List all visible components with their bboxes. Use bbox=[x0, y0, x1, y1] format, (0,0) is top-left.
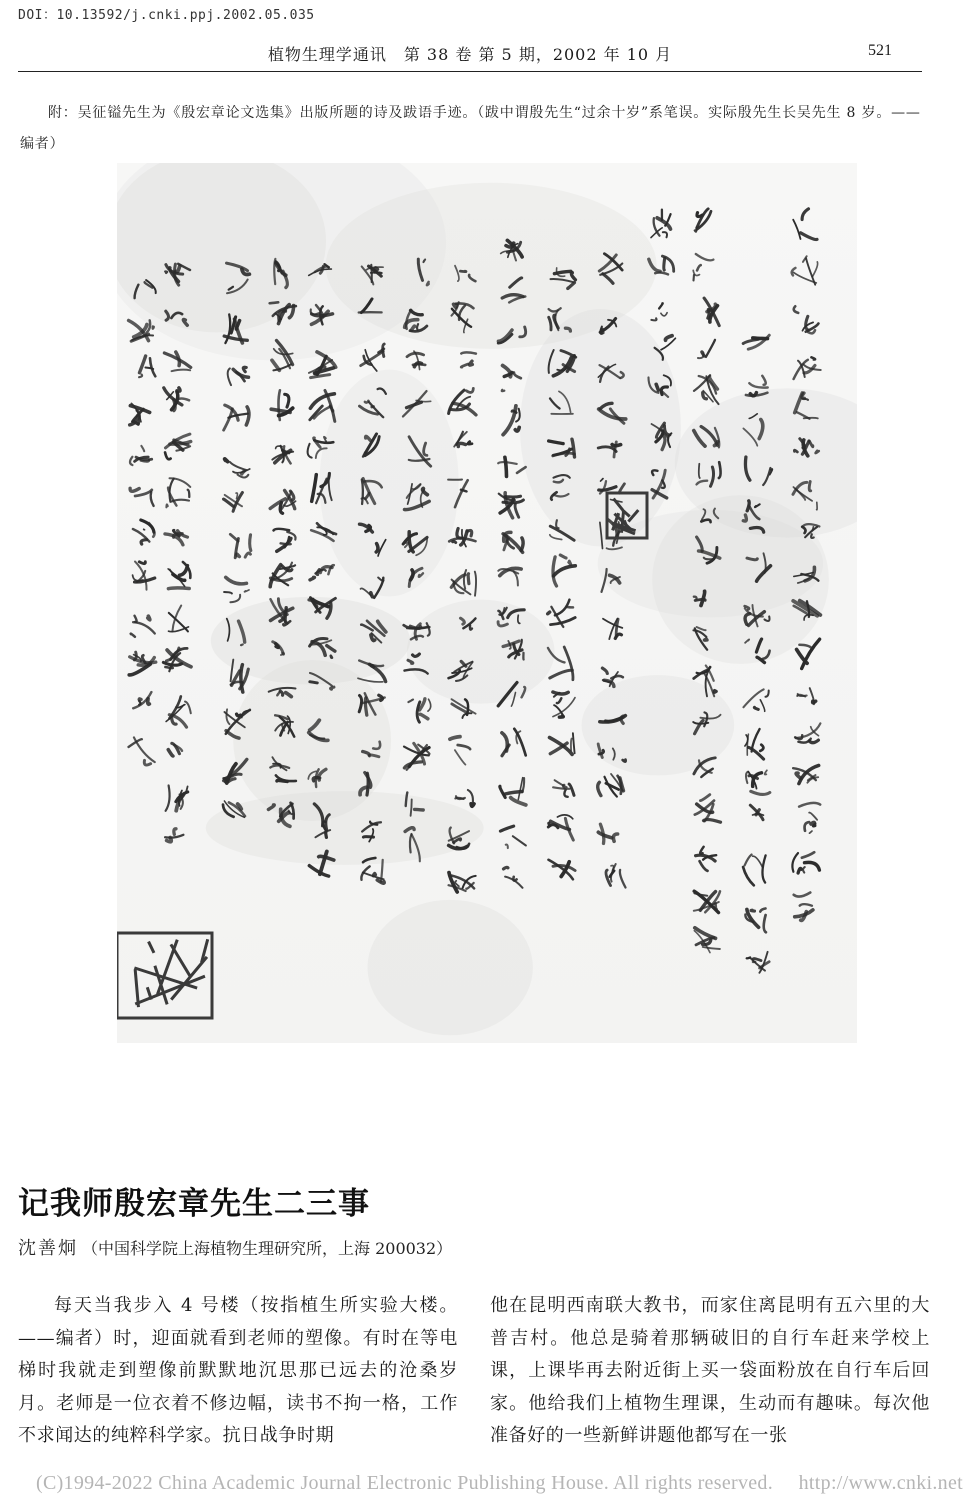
copyright-watermark: (C)1994-2022 China Academic Journal Electronic Publishing House. All rights reserved. http://www.cnki.net bbox=[36, 1472, 964, 1494]
author-affiliation: （中国科学院上海植物生理研究所，上海 200032） bbox=[82, 1239, 453, 1258]
article-title: 记我师殷宏章先生二三事 bbox=[18, 1186, 370, 1222]
journal-issue-title: 植物生理学通讯 第 38 卷 第 5 期，2002 年 10 月 bbox=[267, 45, 673, 64]
calligraphy-strokes bbox=[117, 163, 857, 1043]
figure-caption: 附：吴征镒先生为《殷宏章论文选集》出版所题的诗及跋语手迹。（跋中谓殷先生“过余十岁”系笔误。实际殷先生长吴先生 8 岁。——编者） bbox=[20, 105, 921, 152]
page-number: 521 bbox=[868, 42, 892, 59]
doi-label: DOI：10.13592/j.cnki.ppj.2002.05.035 bbox=[18, 8, 315, 23]
body-column-left: 每天当我步入 4 号楼（按指植生所实验大楼。——编者）时，迎面就看到老师的塑像。有时在等电梯时我就走到塑像前默默地沉思那已远去的沧桑岁月。老师是一位衣着不修边幅，读书不拘一格，工作不求闻达的纯粹科学家。抗日战争时期 bbox=[18, 1295, 458, 1446]
body-column-right: 他在昆明西南联大教书，而家住离昆明有五六里的大普吉村。他总是骑着那辆破旧的自行车赶来学校上课，上课毕再去附近街上买一袋面粉放在自行车后回家。他给我们上植物生理课，生动而有趣味。每次他准备好的一些新鲜讲题他都写在一张 bbox=[490, 1295, 930, 1446]
running-header bbox=[18, 40, 922, 72]
author-name: 沈善炯 bbox=[18, 1238, 78, 1259]
byline bbox=[18, 1234, 452, 1260]
calligraphy-image bbox=[117, 163, 857, 1043]
